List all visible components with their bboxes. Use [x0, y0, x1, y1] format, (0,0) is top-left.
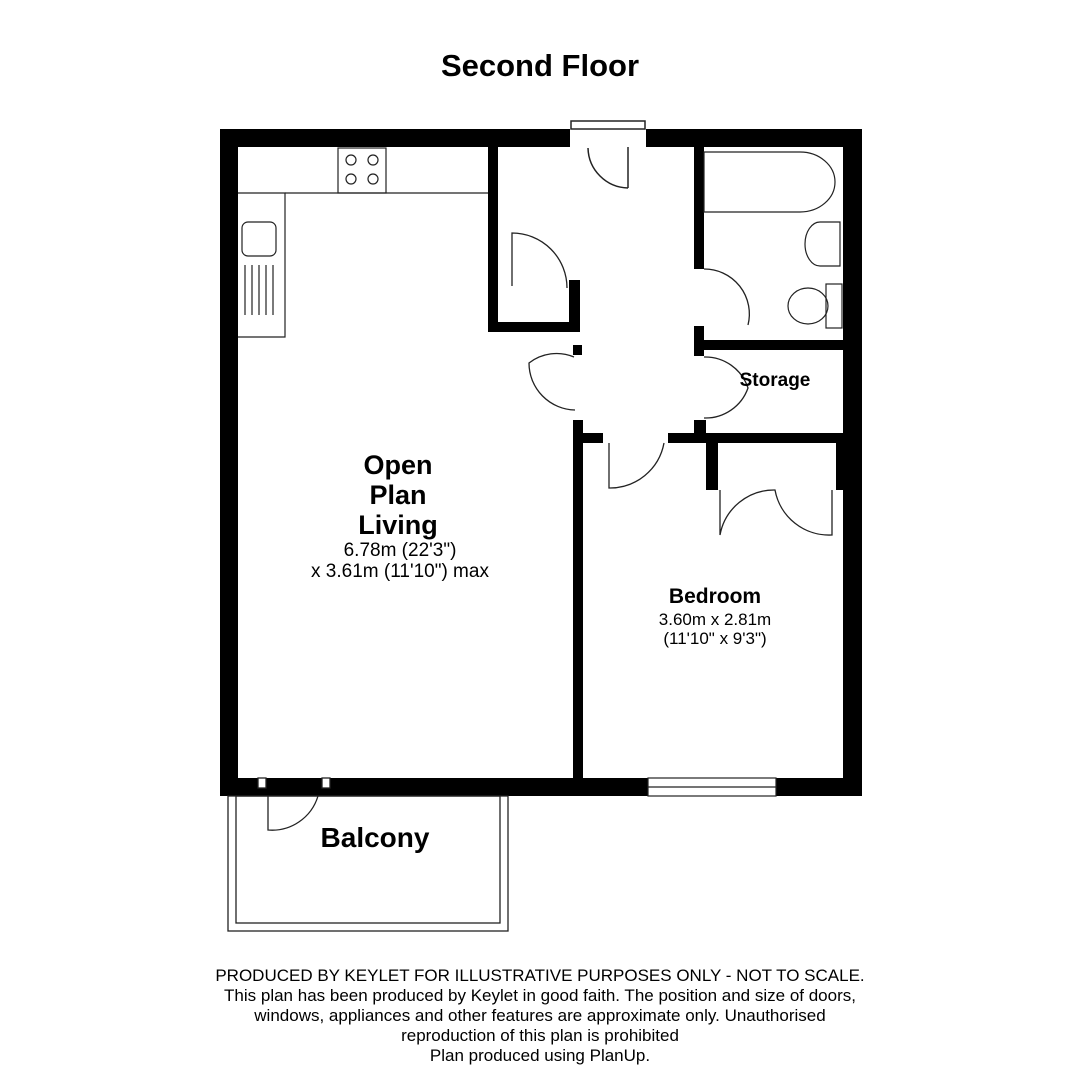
bedroom-dim-line-2: (11'10" x 9'3")	[663, 629, 767, 648]
storage-label: Storage	[739, 370, 811, 391]
bedroom-label: Bedroom	[668, 585, 762, 608]
balcony	[228, 778, 508, 931]
bath-icon	[704, 152, 835, 212]
footer-line-2: This plan has been produced by Keylet in good faith. The position and size of doors,	[224, 986, 856, 1005]
entrance-door	[571, 121, 645, 188]
footer-line-3: windows, appliances and other features are approximate only. Unauthorised	[254, 1006, 826, 1025]
balcony-label: Balcony	[320, 822, 430, 853]
bedroom-dim-line-1: 3.60m x 2.81m	[658, 610, 772, 629]
drainer-icon	[245, 265, 273, 315]
living-room-dimensions	[240, 540, 560, 582]
bedroom-dimensions	[610, 610, 820, 648]
kitchen	[238, 148, 488, 337]
basin-icon	[805, 222, 840, 266]
living-label-line-2: Plan	[369, 480, 427, 510]
living-dim-line-2: x 3.61m (11'10") max	[311, 561, 489, 582]
footer-line-4: reproduction of this plan is prohibited	[401, 1026, 679, 1045]
page-title: Second Floor	[440, 48, 640, 83]
living-room-label	[300, 450, 496, 540]
sink-icon	[242, 222, 276, 256]
bedroom-window	[648, 778, 776, 796]
living-dim-line-1: 6.78m (22'3")	[343, 540, 457, 561]
hob-icon	[338, 148, 386, 193]
footer-line-1: PRODUCED BY KEYLET FOR ILLUSTRATIVE PURPOSES ONLY - NOT TO SCALE.	[215, 966, 865, 985]
disclaimer-footer	[0, 966, 1080, 1066]
toilet-icon	[788, 288, 828, 324]
living-label-line-1: Open	[363, 450, 433, 480]
living-label-line-3: Living	[358, 510, 438, 540]
bathroom-fixtures	[704, 152, 842, 328]
footer-line-5: Plan produced using PlanUp.	[429, 1046, 651, 1065]
